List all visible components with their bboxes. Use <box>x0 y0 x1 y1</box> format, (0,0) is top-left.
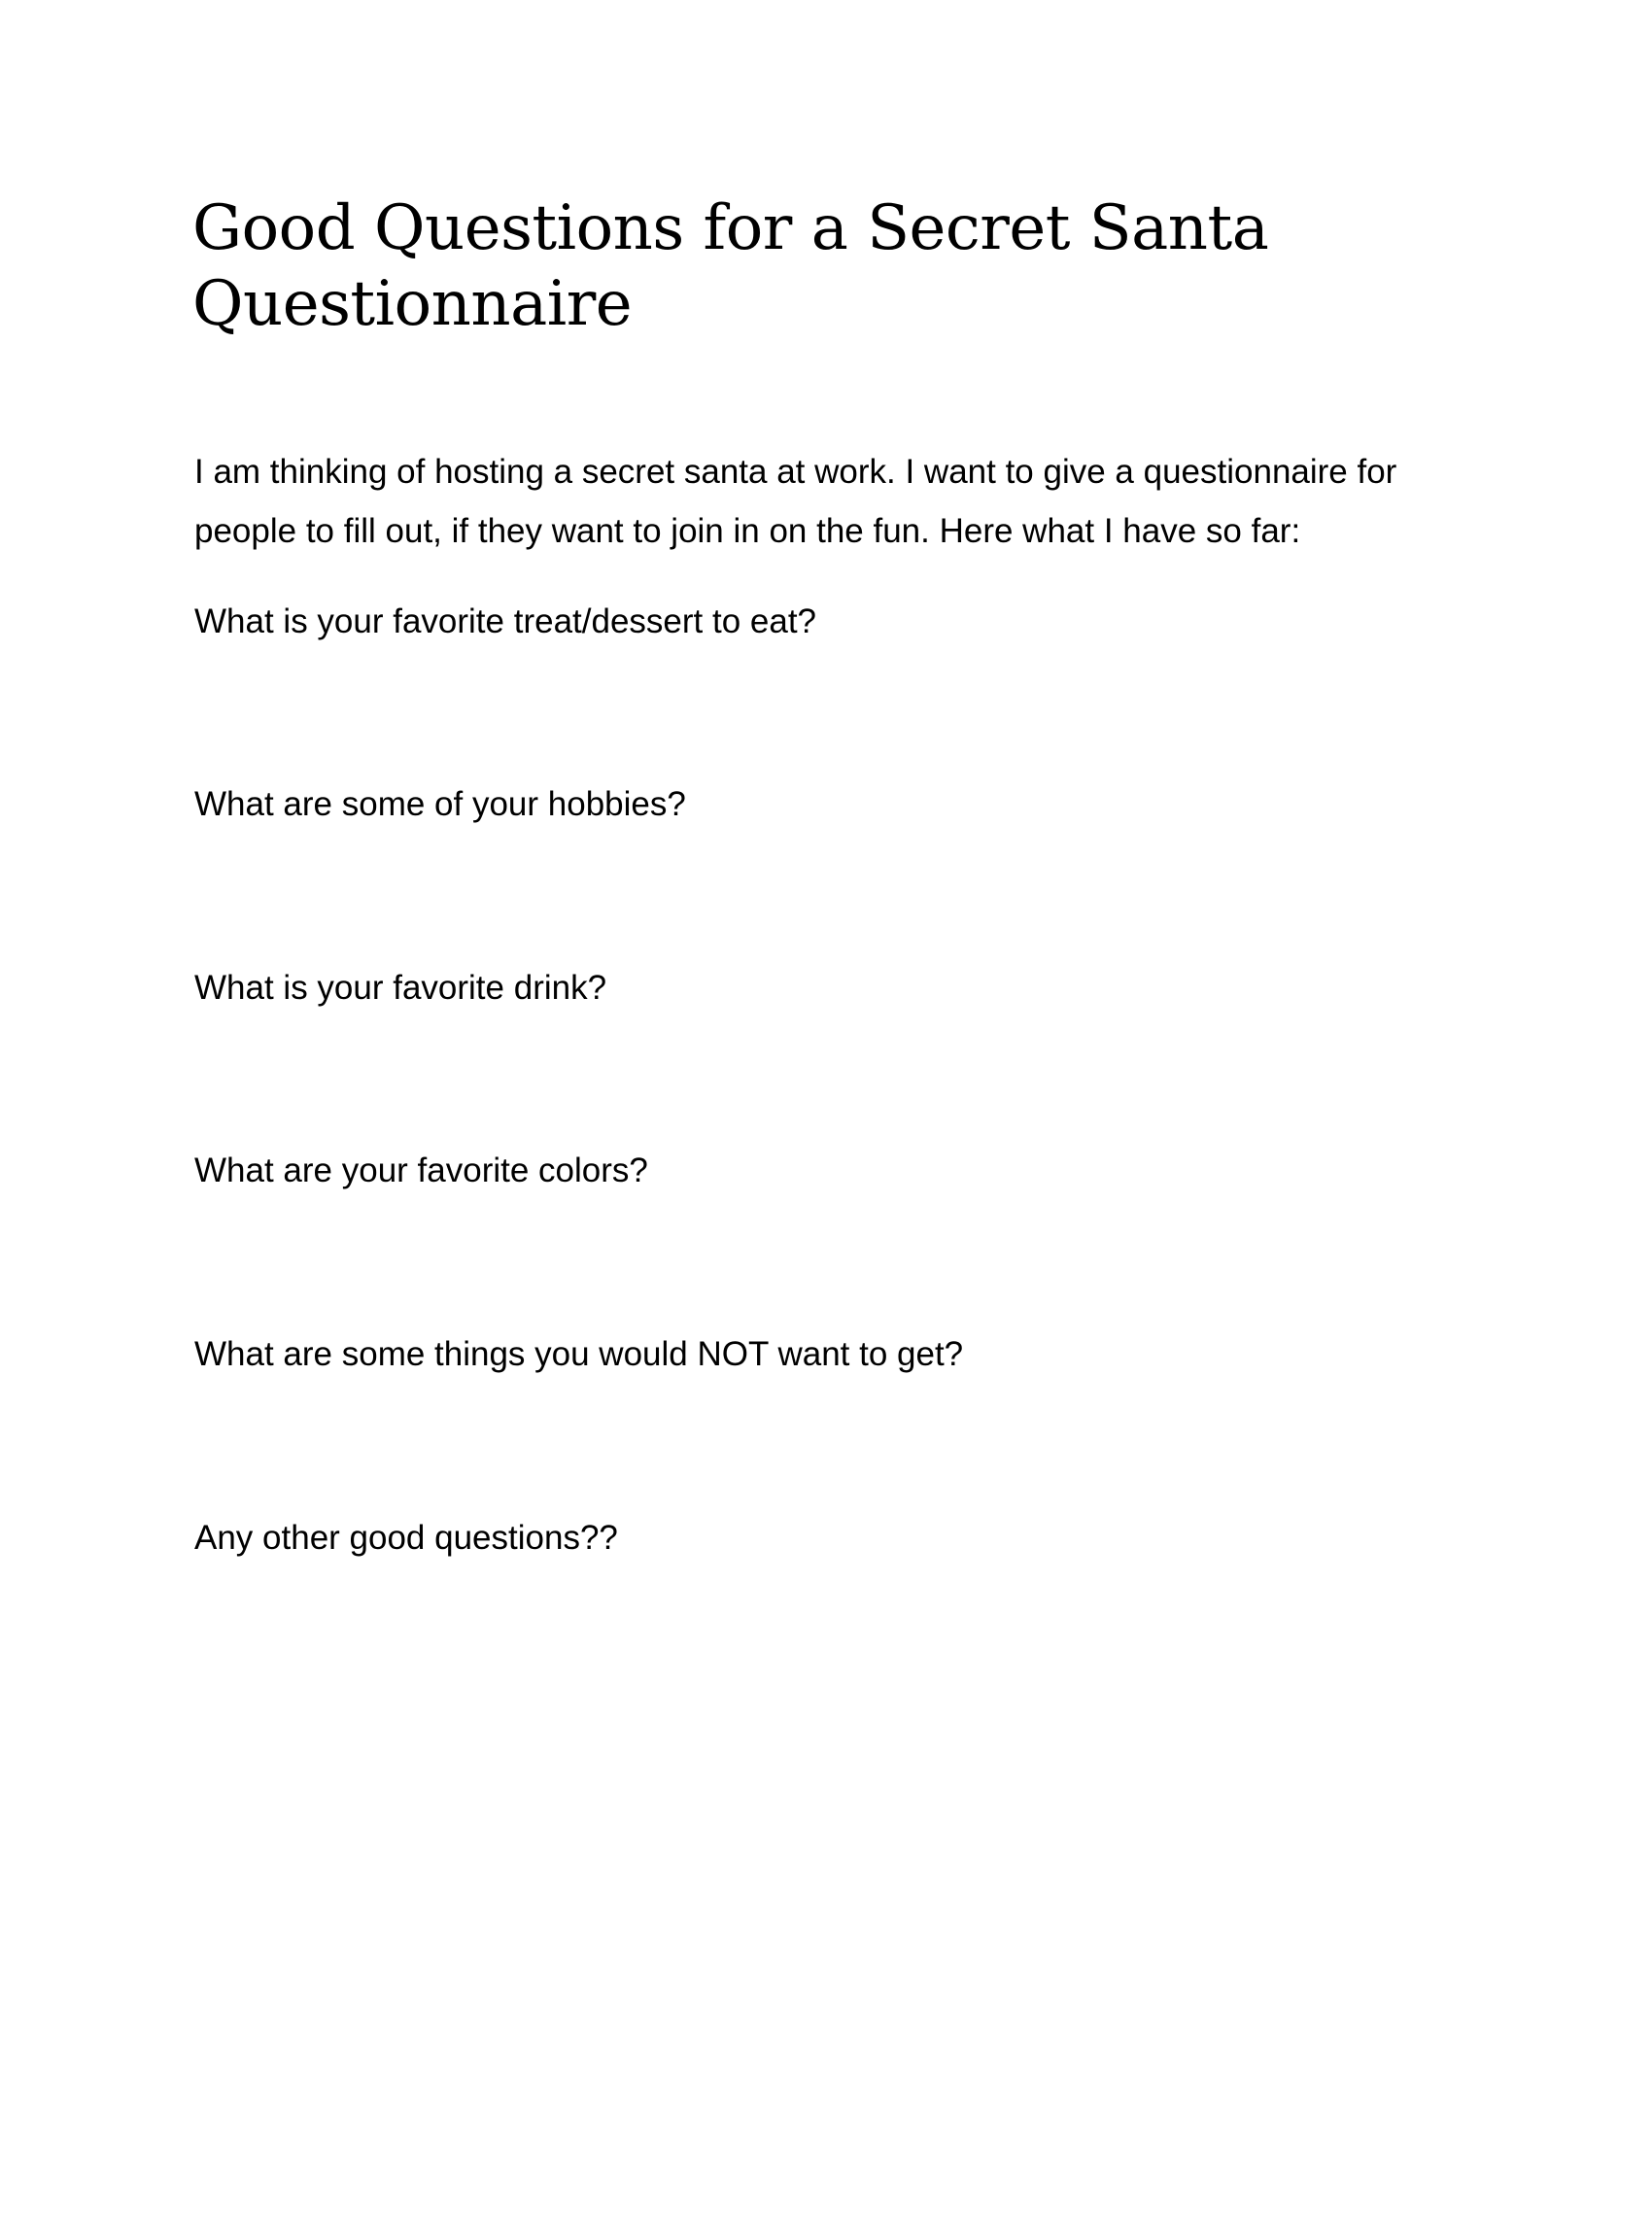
question-item: What are your favorite colors? <box>194 1152 648 1189</box>
question-item: What is your favorite treat/dessert to eat? <box>194 602 817 640</box>
question-item: What is your favorite drink? <box>194 969 607 1007</box>
question-item: Any other good questions?? <box>194 1519 618 1557</box>
intro-paragraph: I am thinking of hosting a secret santa at work. I want to give a questionnaire for people to fill out, if they want to join in on the fun. Here what I have so far: <box>194 453 1397 550</box>
document-title: Good Questions for a Secret Santa Questionnaire <box>192 192 1269 340</box>
question-item: What are some things you would NOT want to get? <box>194 1335 964 1373</box>
question-item: What are some of your hobbies? <box>194 785 686 823</box>
